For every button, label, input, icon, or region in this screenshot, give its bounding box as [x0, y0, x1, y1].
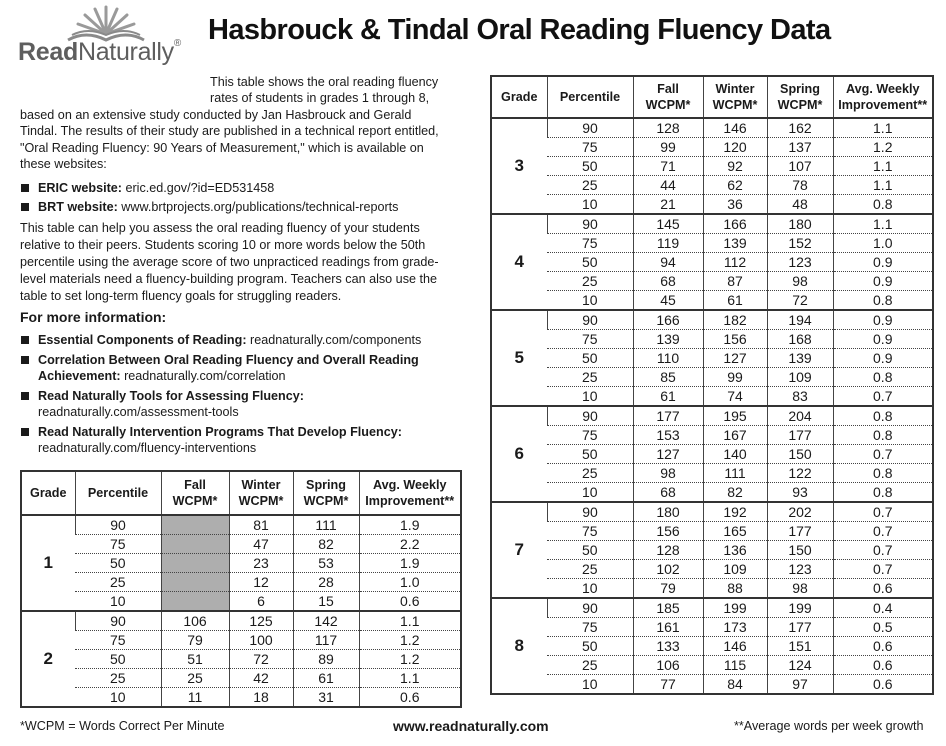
percentile-cell: 75	[547, 426, 633, 445]
header-winter-wcpm: Winter WCPM*	[229, 471, 293, 515]
fall-wcpm-cell: 177	[633, 406, 703, 426]
header-fall-wcpm: Fall WCPM*	[161, 471, 229, 515]
spring-wcpm-cell: 151	[767, 637, 833, 656]
weekly-improvement-cell: 1.1	[833, 214, 933, 234]
fall-wcpm-cell: 71	[633, 157, 703, 176]
more-info-link[interactable]: readnaturally.com/components	[250, 333, 422, 347]
winter-wcpm-cell: 12	[229, 573, 293, 592]
spring-wcpm-cell: 98	[767, 272, 833, 291]
no-data-shaded-cell	[161, 592, 229, 612]
winter-wcpm-cell: 146	[703, 118, 767, 138]
weekly-improvement-cell: 1.1	[359, 611, 461, 631]
growth-footnote: **Average words per week growth	[734, 719, 924, 733]
fall-wcpm-cell: 61	[633, 387, 703, 407]
spring-wcpm-cell: 93	[767, 483, 833, 503]
spring-wcpm-cell: 28	[293, 573, 359, 592]
table-row	[21, 592, 461, 612]
fall-wcpm-cell: 185	[633, 598, 703, 618]
spring-wcpm-cell: 15	[293, 592, 359, 612]
header-grade: Grade	[21, 471, 75, 515]
table-row	[491, 464, 933, 483]
winter-wcpm-cell: 199	[703, 598, 767, 618]
fall-wcpm-cell: 153	[633, 426, 703, 445]
table-row	[491, 656, 933, 675]
fluency-table-grades-3-8	[490, 75, 934, 695]
percentile-cell: 10	[547, 195, 633, 215]
spring-wcpm-cell: 177	[767, 426, 833, 445]
weekly-improvement-cell: 1.0	[359, 573, 461, 592]
spring-wcpm-cell: 61	[293, 669, 359, 688]
fall-wcpm-cell: 44	[633, 176, 703, 195]
grade-cell: 5	[491, 310, 547, 406]
fall-wcpm-cell: 68	[633, 272, 703, 291]
spring-wcpm-cell: 53	[293, 554, 359, 573]
fall-wcpm-cell: 127	[633, 445, 703, 464]
winter-wcpm-cell: 87	[703, 272, 767, 291]
winter-wcpm-cell: 47	[229, 535, 293, 554]
spring-wcpm-cell: 177	[767, 618, 833, 637]
fall-wcpm-cell: 145	[633, 214, 703, 234]
weekly-improvement-cell: 0.7	[833, 387, 933, 407]
weekly-improvement-cell: 0.6	[359, 688, 461, 708]
spring-wcpm-cell: 139	[767, 349, 833, 368]
grade-cell: 3	[491, 118, 547, 214]
fall-wcpm-cell: 156	[633, 522, 703, 541]
header-percentile: Percentile	[75, 471, 161, 515]
table-row	[491, 118, 933, 138]
fall-wcpm-cell: 102	[633, 560, 703, 579]
spring-wcpm-cell: 48	[767, 195, 833, 215]
winter-wcpm-cell: 111	[703, 464, 767, 483]
fall-wcpm-cell: 77	[633, 675, 703, 695]
table-row	[491, 176, 933, 195]
table-row	[491, 253, 933, 272]
weekly-improvement-cell: 0.7	[833, 502, 933, 522]
fall-wcpm-cell: 25	[161, 669, 229, 688]
usage-paragraph: This table can help you assess the oral reading fluency of your students relative to their peers. Students scoring 10 or more words below the 50th percentile using the average score of two unpracticed readings from grade-level materials need a fluency-building program. Teachers can also use the table to set long-term fluency goals for struggling readers.	[20, 221, 439, 303]
weekly-improvement-cell: 0.5	[833, 618, 933, 637]
winter-wcpm-cell: 139	[703, 234, 767, 253]
percentile-cell: 10	[547, 291, 633, 311]
fall-wcpm-cell: 161	[633, 618, 703, 637]
fall-wcpm-cell: 139	[633, 330, 703, 349]
website-link[interactable]: eric.ed.gov/?id=ED531458	[125, 181, 275, 195]
fall-wcpm-cell: 133	[633, 637, 703, 656]
percentile-cell: 90	[75, 611, 161, 631]
winter-wcpm-cell: 173	[703, 618, 767, 637]
winter-wcpm-cell: 74	[703, 387, 767, 407]
spring-wcpm-cell: 72	[767, 291, 833, 311]
no-data-shaded-cell	[161, 554, 229, 573]
percentile-cell: 75	[547, 330, 633, 349]
winter-wcpm-cell: 136	[703, 541, 767, 560]
header-percentile: Percentile	[547, 76, 633, 118]
spring-wcpm-cell: 204	[767, 406, 833, 426]
spring-wcpm-cell: 150	[767, 541, 833, 560]
table-row	[21, 554, 461, 573]
fall-wcpm-cell: 79	[633, 579, 703, 599]
spring-wcpm-cell: 97	[767, 675, 833, 695]
winter-wcpm-cell: 72	[229, 650, 293, 669]
spring-wcpm-cell: 180	[767, 214, 833, 234]
spring-wcpm-cell: 162	[767, 118, 833, 138]
percentile-cell: 75	[547, 234, 633, 253]
weekly-improvement-cell: 0.8	[833, 483, 933, 503]
winter-wcpm-cell: 120	[703, 138, 767, 157]
percentile-cell: 25	[75, 573, 161, 592]
header-spring-wcpm: Spring WCPM*	[293, 471, 359, 515]
website-footer-link[interactable]: www.readnaturally.com	[393, 718, 549, 734]
fluency-table-grades-1-2	[20, 470, 462, 708]
percentile-cell: 25	[547, 272, 633, 291]
weekly-improvement-cell: 0.4	[833, 598, 933, 618]
fall-wcpm-cell: 11	[161, 688, 229, 708]
fall-wcpm-cell: 180	[633, 502, 703, 522]
spring-wcpm-cell: 117	[293, 631, 359, 650]
spring-wcpm-cell: 137	[767, 138, 833, 157]
table-row	[21, 688, 461, 708]
spring-wcpm-cell: 123	[767, 560, 833, 579]
grade-cell: 6	[491, 406, 547, 502]
spring-wcpm-cell: 107	[767, 157, 833, 176]
percentile-cell: 10	[547, 387, 633, 407]
weekly-improvement-cell: 0.8	[833, 406, 933, 426]
table-row	[491, 214, 933, 234]
table-row	[491, 195, 933, 215]
spring-wcpm-cell: 82	[293, 535, 359, 554]
winter-wcpm-cell: 195	[703, 406, 767, 426]
table-row	[21, 650, 461, 669]
table-row	[491, 483, 933, 503]
weekly-improvement-cell: 0.7	[833, 560, 933, 579]
fall-wcpm-cell: 128	[633, 118, 703, 138]
fall-wcpm-cell: 85	[633, 368, 703, 387]
more-info-list	[20, 332, 450, 460]
table-row	[21, 669, 461, 688]
winter-wcpm-cell: 92	[703, 157, 767, 176]
weekly-improvement-cell: 0.8	[833, 195, 933, 215]
spring-wcpm-cell: 142	[293, 611, 359, 631]
percentile-cell: 25	[547, 656, 633, 675]
weekly-improvement-cell: 1.2	[359, 650, 461, 669]
percentile-cell: 50	[547, 349, 633, 368]
more-info-link[interactable]: readnaturally.com/assessment-tools	[38, 405, 239, 419]
winter-wcpm-cell: 165	[703, 522, 767, 541]
weekly-improvement-cell: 1.9	[359, 554, 461, 573]
header-grade: Grade	[491, 76, 547, 118]
table-row	[491, 560, 933, 579]
weekly-improvement-cell: 0.6	[833, 579, 933, 599]
fall-wcpm-cell: 110	[633, 349, 703, 368]
no-data-shaded-cell	[161, 573, 229, 592]
fall-wcpm-cell: 51	[161, 650, 229, 669]
table-row	[21, 631, 461, 650]
percentile-cell: 50	[547, 253, 633, 272]
more-info-heading: For more information:	[20, 309, 167, 325]
table-row	[21, 573, 461, 592]
weekly-improvement-cell: 0.9	[833, 330, 933, 349]
table-row	[491, 291, 933, 311]
winter-wcpm-cell: 127	[703, 349, 767, 368]
header-fall-wcpm: Fall WCPM*	[633, 76, 703, 118]
table-row	[491, 502, 933, 522]
percentile-cell: 75	[75, 631, 161, 650]
spring-wcpm-cell: 122	[767, 464, 833, 483]
weekly-improvement-cell: 0.8	[833, 368, 933, 387]
percentile-cell: 90	[75, 515, 161, 535]
fall-wcpm-cell: 106	[161, 611, 229, 631]
weekly-improvement-cell: 2.2	[359, 535, 461, 554]
winter-wcpm-cell: 18	[229, 688, 293, 708]
no-data-shaded-cell	[161, 515, 229, 535]
winter-wcpm-cell: 125	[229, 611, 293, 631]
percentile-cell: 50	[547, 637, 633, 656]
weekly-improvement-cell: 0.6	[359, 592, 461, 612]
table-row	[21, 515, 461, 535]
table-row	[491, 637, 933, 656]
weekly-improvement-cell: 1.1	[833, 157, 933, 176]
weekly-improvement-cell: 0.7	[833, 522, 933, 541]
winter-wcpm-cell: 192	[703, 502, 767, 522]
table-row	[491, 579, 933, 599]
spring-wcpm-cell: 177	[767, 522, 833, 541]
no-data-shaded-cell	[161, 535, 229, 554]
percentile-cell: 25	[547, 464, 633, 483]
percentile-cell: 90	[547, 598, 633, 618]
winter-wcpm-cell: 6	[229, 592, 293, 612]
more-info-item: Read Naturally Tools for Assessing Fluency: readnaturally.com/assessment-tools	[20, 388, 450, 421]
more-info-link[interactable]: readnaturally.com/fluency-interventions	[38, 441, 257, 455]
weekly-improvement-cell: 1.9	[359, 515, 461, 535]
percentile-cell: 75	[547, 522, 633, 541]
winter-wcpm-cell: 81	[229, 515, 293, 535]
table-row	[491, 387, 933, 407]
header-weekly-improvement: Avg. Weekly Improvement**	[833, 76, 933, 118]
winter-wcpm-cell: 100	[229, 631, 293, 650]
percentile-cell: 75	[75, 535, 161, 554]
percentile-cell: 10	[75, 592, 161, 612]
table-row	[491, 272, 933, 291]
fall-wcpm-cell: 106	[633, 656, 703, 675]
percentile-cell: 50	[547, 157, 633, 176]
weekly-improvement-cell: 0.8	[833, 464, 933, 483]
spring-wcpm-cell: 199	[767, 598, 833, 618]
spring-wcpm-cell: 31	[293, 688, 359, 708]
table-row	[491, 445, 933, 464]
winter-wcpm-cell: 166	[703, 214, 767, 234]
percentile-cell: 90	[547, 502, 633, 522]
winter-wcpm-cell: 36	[703, 195, 767, 215]
percentile-cell: 50	[75, 650, 161, 669]
winter-wcpm-cell: 146	[703, 637, 767, 656]
table-row	[491, 426, 933, 445]
percentile-cell: 25	[547, 560, 633, 579]
percentile-cell: 75	[547, 138, 633, 157]
read-naturally-logo	[18, 4, 198, 70]
table-row	[491, 138, 933, 157]
weekly-improvement-cell: 1.1	[833, 118, 933, 138]
weekly-improvement-cell: 0.6	[833, 656, 933, 675]
winter-wcpm-cell: 84	[703, 675, 767, 695]
percentile-cell: 75	[547, 618, 633, 637]
weekly-improvement-cell: 0.9	[833, 272, 933, 291]
percentile-cell: 10	[75, 688, 161, 708]
weekly-improvement-cell: 0.9	[833, 349, 933, 368]
spring-wcpm-cell: 150	[767, 445, 833, 464]
fall-wcpm-cell: 166	[633, 310, 703, 330]
weekly-improvement-cell: 0.9	[833, 310, 933, 330]
spring-wcpm-cell: 152	[767, 234, 833, 253]
grade-cell: 8	[491, 598, 547, 694]
weekly-improvement-cell: 0.6	[833, 675, 933, 695]
percentile-cell: 10	[547, 579, 633, 599]
table-row	[491, 675, 933, 695]
percentile-cell: 90	[547, 406, 633, 426]
table-row	[491, 406, 933, 426]
fall-wcpm-cell: 45	[633, 291, 703, 311]
website-item-brt: BRT website: www.brtprojects.org/publications/technical-reports	[20, 199, 450, 218]
grade-cell: 7	[491, 502, 547, 598]
website-link[interactable]: www.brtprojects.org/publications/technical-reports	[121, 200, 399, 214]
winter-wcpm-cell: 61	[703, 291, 767, 311]
percentile-cell: 10	[547, 675, 633, 695]
table-row	[491, 618, 933, 637]
percentile-cell: 90	[547, 214, 633, 234]
winter-wcpm-cell: 62	[703, 176, 767, 195]
percentile-cell: 50	[75, 554, 161, 573]
more-info-link[interactable]: readnaturally.com/correlation	[124, 369, 286, 383]
percentile-cell: 90	[547, 310, 633, 330]
table-row	[21, 611, 461, 631]
fall-wcpm-cell: 79	[161, 631, 229, 650]
weekly-improvement-cell: 1.1	[359, 669, 461, 688]
spring-wcpm-cell: 89	[293, 650, 359, 669]
spring-wcpm-cell: 202	[767, 502, 833, 522]
more-info-item: Essential Components of Reading: readnaturally.com/components	[20, 332, 450, 349]
fall-wcpm-cell: 128	[633, 541, 703, 560]
percentile-cell: 25	[547, 176, 633, 195]
spring-wcpm-cell: 109	[767, 368, 833, 387]
weekly-improvement-cell: 0.7	[833, 541, 933, 560]
table-row	[491, 598, 933, 618]
weekly-improvement-cell: 0.7	[833, 445, 933, 464]
weekly-improvement-cell: 0.9	[833, 253, 933, 272]
header-winter-wcpm: Winter WCPM*	[703, 76, 767, 118]
spring-wcpm-cell: 78	[767, 176, 833, 195]
winter-wcpm-cell: 182	[703, 310, 767, 330]
header-spring-wcpm: Spring WCPM*	[767, 76, 833, 118]
table-row	[491, 330, 933, 349]
grade-cell: 4	[491, 214, 547, 310]
winter-wcpm-cell: 109	[703, 560, 767, 579]
website-list	[20, 180, 450, 218]
table-row	[491, 368, 933, 387]
fall-wcpm-cell: 98	[633, 464, 703, 483]
spring-wcpm-cell: 111	[293, 515, 359, 535]
winter-wcpm-cell: 42	[229, 669, 293, 688]
table-row	[21, 535, 461, 554]
winter-wcpm-cell: 99	[703, 368, 767, 387]
percentile-cell: 25	[547, 368, 633, 387]
page-title: Hasbrouck & Tindal Oral Reading Fluency Data	[208, 14, 831, 46]
grade-cell: 1	[21, 515, 75, 611]
weekly-improvement-cell: 0.6	[833, 637, 933, 656]
spring-wcpm-cell: 194	[767, 310, 833, 330]
more-info-item: Read Naturally Intervention Programs That Develop Fluency: readnaturally.com/fluency-interventions	[20, 424, 450, 457]
fall-wcpm-cell: 68	[633, 483, 703, 503]
table-row	[491, 157, 933, 176]
weekly-improvement-cell: 1.2	[359, 631, 461, 650]
weekly-improvement-cell: 1.2	[833, 138, 933, 157]
winter-wcpm-cell: 156	[703, 330, 767, 349]
winter-wcpm-cell: 88	[703, 579, 767, 599]
spring-wcpm-cell: 124	[767, 656, 833, 675]
winter-wcpm-cell: 140	[703, 445, 767, 464]
spring-wcpm-cell: 123	[767, 253, 833, 272]
spring-wcpm-cell: 98	[767, 579, 833, 599]
weekly-improvement-cell: 1.0	[833, 234, 933, 253]
winter-wcpm-cell: 112	[703, 253, 767, 272]
website-item-eric: ERIC website: eric.ed.gov/?id=ED531458	[20, 180, 450, 199]
spring-wcpm-cell: 168	[767, 330, 833, 349]
weekly-improvement-cell: 1.1	[833, 176, 933, 195]
more-info-item: Correlation Between Oral Reading Fluency and Overall Reading Achievement: readnaturally.com/correlation	[20, 352, 450, 385]
percentile-cell: 90	[547, 118, 633, 138]
table-row	[491, 522, 933, 541]
table-row	[491, 541, 933, 560]
fall-wcpm-cell: 99	[633, 138, 703, 157]
wcpm-footnote: *WCPM = Words Correct Per Minute	[20, 719, 225, 733]
winter-wcpm-cell: 167	[703, 426, 767, 445]
fall-wcpm-cell: 21	[633, 195, 703, 215]
percentile-cell: 10	[547, 483, 633, 503]
percentile-cell: 50	[547, 445, 633, 464]
table-row	[491, 234, 933, 253]
logo-wordmark: ReadNaturally®	[18, 38, 181, 66]
table-row	[491, 349, 933, 368]
winter-wcpm-cell: 23	[229, 554, 293, 573]
fall-wcpm-cell: 119	[633, 234, 703, 253]
percentile-cell: 50	[547, 541, 633, 560]
winter-wcpm-cell: 82	[703, 483, 767, 503]
grade-cell: 2	[21, 611, 75, 707]
intro-paragraph: This table shows the oral reading fluency rates of students in grades 1 through 8, based on an extensive study conducted by Jan Hasbrouck and Gerald Tindal. The results of their study are published in a technical report entitled, "Oral Reading Fluency: 90 Years of Measurement," which is available on these websites:	[20, 75, 439, 172]
spring-wcpm-cell: 83	[767, 387, 833, 407]
table-row	[491, 310, 933, 330]
fall-wcpm-cell: 94	[633, 253, 703, 272]
header-weekly-improvement: Avg. Weekly Improvement**	[359, 471, 461, 515]
weekly-improvement-cell: 0.8	[833, 426, 933, 445]
winter-wcpm-cell: 115	[703, 656, 767, 675]
weekly-improvement-cell: 0.8	[833, 291, 933, 311]
percentile-cell: 25	[75, 669, 161, 688]
